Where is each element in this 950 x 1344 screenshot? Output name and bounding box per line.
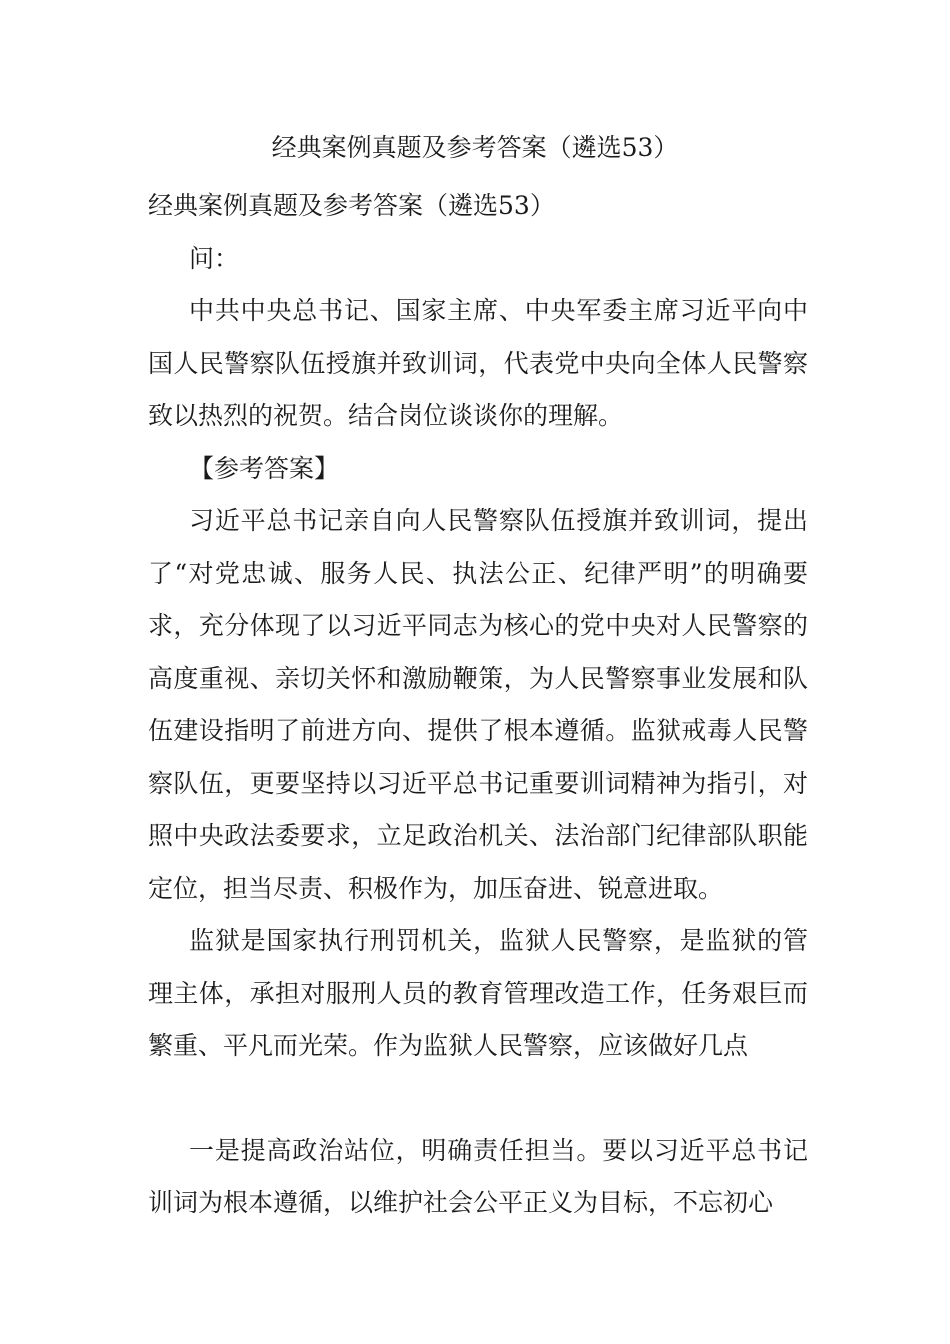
answer-paragraph: 习近平总书记亲自向人民警察队伍授旗并致训词，提出了“对党忠诚、服务人民、执法公正、纪律严明”的明确要求，充分体现了以习近平同志为核心的党中央对人民警察的高度重视、亲切关怀和激励鞭策，为人民警察事业发展和队伍建设指明了前进方向、提供了根本遵循。监狱戒毒人民警察队伍，更要坚持以习近平总书记重要训词精神为指引，对照中央政法委要求，立足政治机关、法治部门纪律部队职能定位，担当尽责、积极作为，加压奋进、锐意进取。: [148, 506, 808, 903]
answer-paragraph: 监狱是国家执行刑罚机关，监狱人民警察，是监狱的管理主体，承担对服刑人员的教育管理改造工作，任务艰巨而繁重、平凡而光荣。作为监狱人民警察，应该做好几点: [148, 926, 808, 1060]
document-body: [148, 180, 808, 1230]
answer-paragraph: 一是提高政治站位，明确责任担当。要以习近平总书记训词为根本遵循，以维护社会公平正义为目标，不忘初心: [148, 1135, 808, 1217]
question-label: 问：: [189, 243, 240, 273]
question-paragraph: 中共中央总书记、国家主席、中央军委主席习近平向中国人民警察队伍授旗并致训词，代表党中央向全体人民警察致以热烈的祝贺。结合岗位谈谈你的理解。: [148, 296, 808, 430]
answer-label: 【参考答案】: [189, 453, 340, 483]
paragraph-gap: [148, 1073, 808, 1125]
document-subtitle: 经典案例真题及参考答案（遴选53）: [148, 191, 555, 220]
document-title: 经典案例真题及参考答案（遴选53）: [271, 133, 679, 162]
